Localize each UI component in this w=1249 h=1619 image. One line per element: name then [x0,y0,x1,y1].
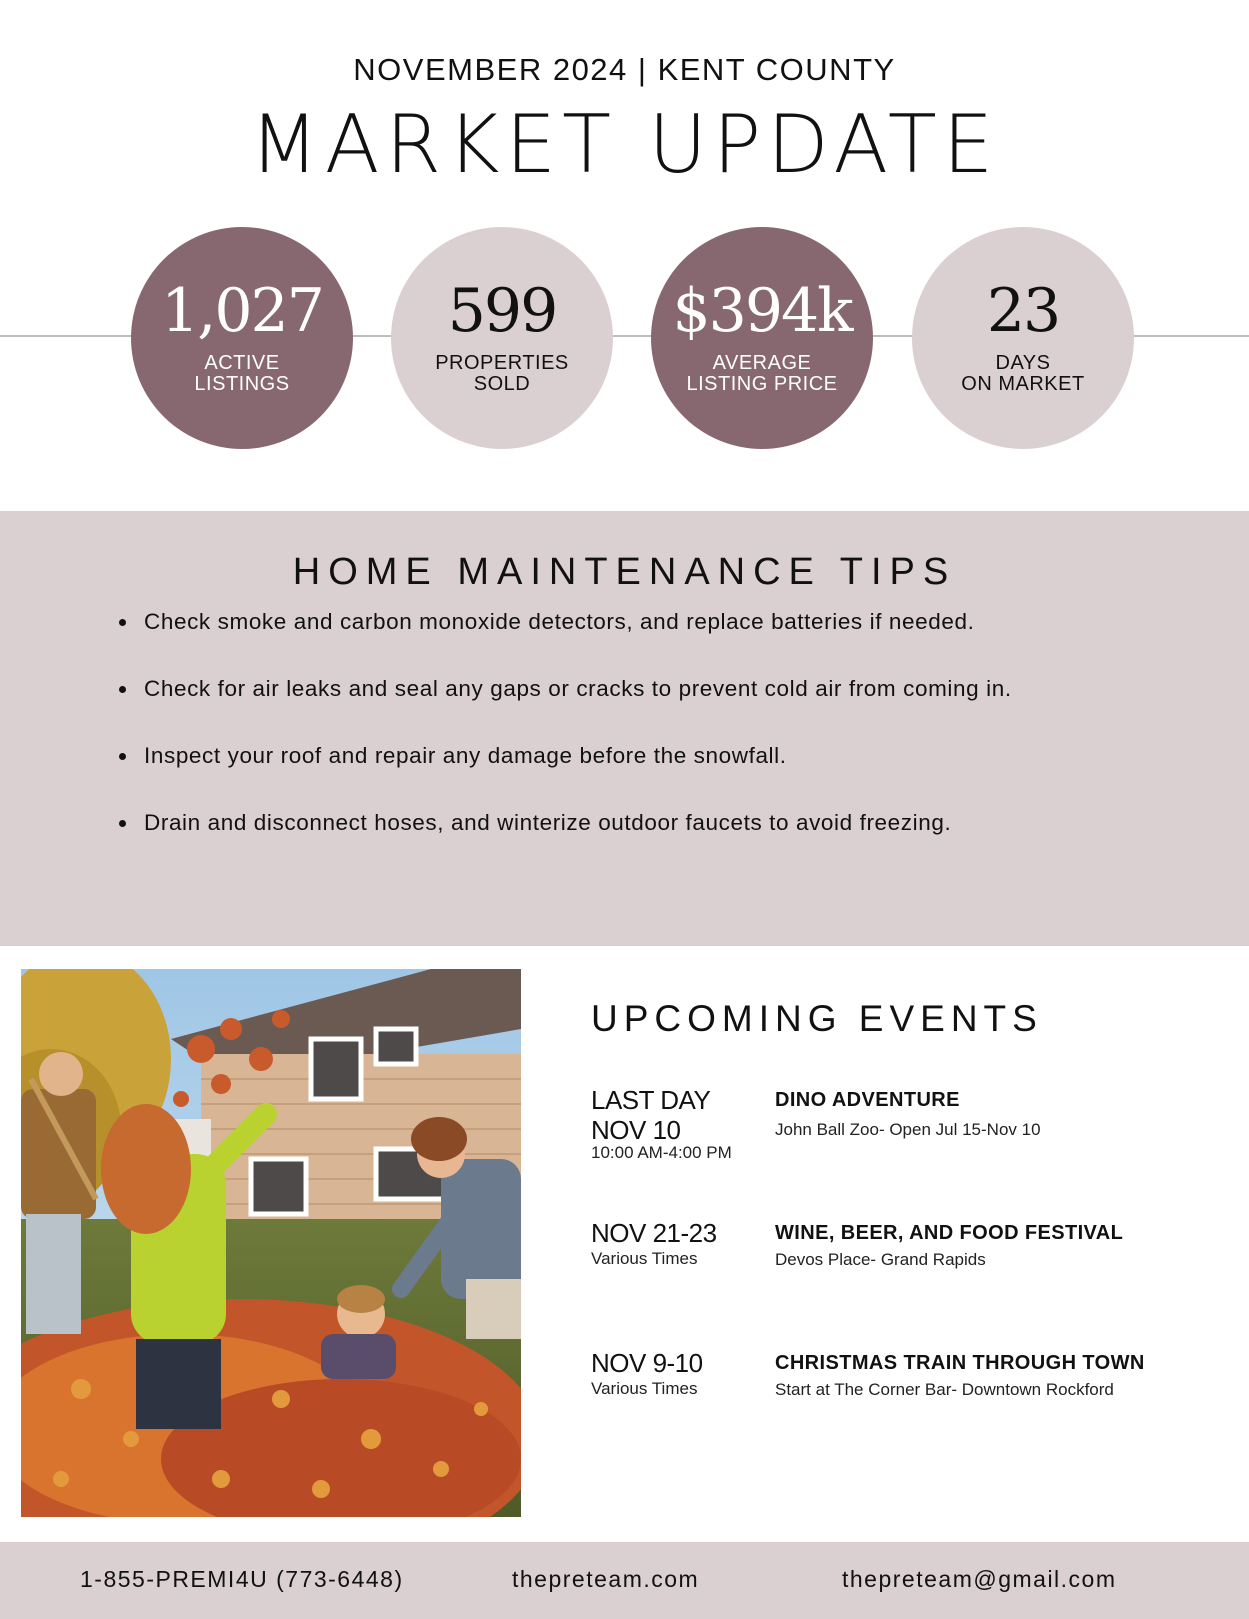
event-location: John Ball Zoo- Open Jul 15-Nov 10 [775,1120,1041,1139]
event-date: NOV 21-23 [591,1218,717,1248]
event-time: Various Times [591,1379,698,1398]
stat-value: 23 [986,276,1060,346]
tip-item: Drain and disconnect hoses, and winterize outdoor faucets to avoid freezing. [117,808,1012,837]
stat-active-listings [131,227,353,449]
stat-value: $394k [672,276,852,346]
event-name: CHRISTMAS TRAIN THROUGH TOWN [775,1352,1145,1374]
tip-item: Check for air leaks and seal any gaps or cracks to prevent cold air from coming in. [117,674,1012,703]
event-name: WINE, BEER, AND FOOD FESTIVAL [775,1222,1124,1244]
footer-phone[interactable]: 1-855-PREMI4U (773-6448) [80,1566,404,1592]
tip-item: Check smoke and carbon monoxide detectors, and replace batteries if needed. [117,607,1012,636]
stat-label: PROPERTIES SOLD [435,352,569,395]
stat-label: DAYS ON MARKET [961,352,1085,395]
footer-email-link[interactable]: thepreteam@gmail.com [842,1566,1117,1592]
stat-value: 599 [447,276,557,346]
event-location: Devos Place- Grand Rapids [775,1250,986,1269]
stat-label: ACTIVE LISTINGS [194,352,290,395]
event-date: NOV 9-10 [591,1348,703,1378]
tips-heading: HOME MAINTENANCE TIPS [292,551,957,593]
event-name: DINO ADVENTURE [775,1089,960,1111]
report-subtitle: NOVEMBER 2024 | KENT COUNTY [353,52,896,87]
stat-days-on-market [912,227,1134,449]
family-raking-leaves-photo [21,969,521,1517]
stat-value: 1,027 [161,276,323,346]
tip-item: Inspect your roof and repair any damage before the snowfall. [117,741,1012,770]
stat-properties-sold [391,227,613,449]
footer-website-link[interactable]: thepreteam.com [512,1566,700,1592]
events-heading: UPCOMING EVENTS [591,998,1043,1039]
event-date: LAST DAY NOV 10 [591,1085,711,1145]
event-time: 10:00 AM-4:00 PM [591,1143,732,1162]
event-time: Various Times [591,1249,698,1268]
stat-label: AVERAGE LISTING PRICE [686,352,838,395]
event-location: Start at The Corner Bar- Downtown Rockford [775,1380,1114,1399]
contact-footer [0,1542,1249,1619]
home-maintenance-tips-section [0,511,1249,946]
stat-average-listing-price [651,227,873,449]
tips-list [117,607,1012,875]
page-title: MARKET UPDATE [249,98,1000,191]
